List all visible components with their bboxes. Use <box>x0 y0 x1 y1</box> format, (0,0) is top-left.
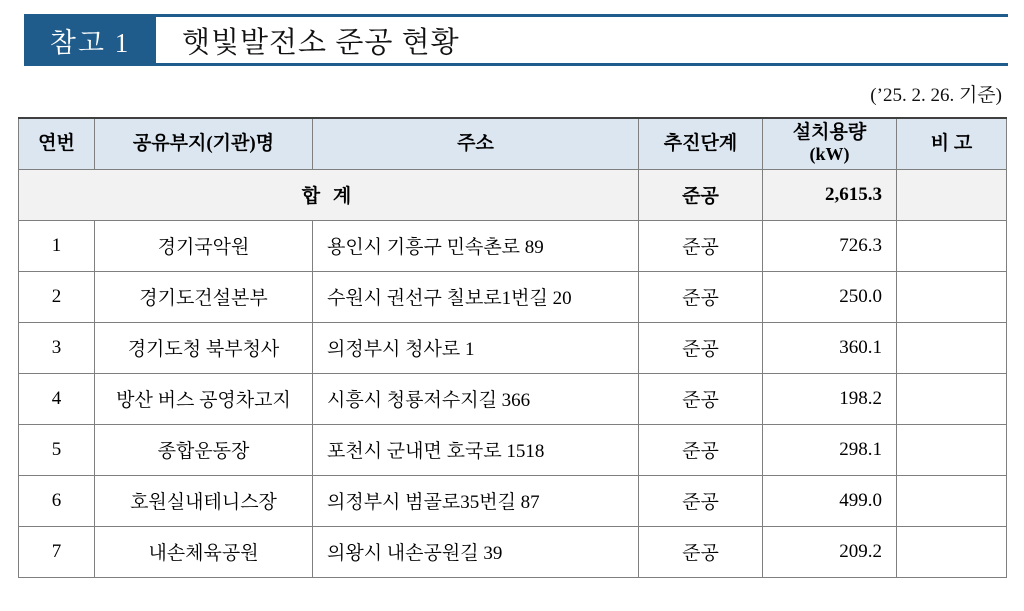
cell-no: 3 <box>19 322 95 373</box>
cell-note <box>897 526 1007 577</box>
table-header <box>19 118 1007 169</box>
table-container <box>18 117 1006 578</box>
cell-address: 포천시 군내면 호국로 1518 <box>313 424 639 475</box>
table-row <box>19 322 1007 373</box>
cell-address: 의정부시 범골로35번길 87 <box>313 475 639 526</box>
reference-badge: 참고 1 <box>24 14 156 66</box>
column-header-no: 연번 <box>19 118 95 169</box>
cell-stage: 준공 <box>639 322 763 373</box>
cell-note <box>897 220 1007 271</box>
cell-place: 경기도건설본부 <box>95 271 313 322</box>
capacity-label: 설치용량 <box>792 122 867 144</box>
column-header-place: 공유부지(기관)명 <box>95 118 313 169</box>
total-label: 합 계 <box>19 169 639 220</box>
cell-capacity: 250.0 <box>763 271 897 322</box>
cell-capacity: 726.3 <box>763 220 897 271</box>
date-note: (’25. 2. 26. 기준) <box>870 85 1002 106</box>
page-title: 햇빛발전소 준공 현황 <box>156 14 1008 66</box>
table-row <box>19 373 1007 424</box>
column-header-address: 주소 <box>313 118 639 169</box>
cell-place: 방산 버스 공영차고지 <box>95 373 313 424</box>
table-row <box>19 475 1007 526</box>
column-header-capacity <box>763 118 897 169</box>
cell-capacity: 298.1 <box>763 424 897 475</box>
cell-capacity: 209.2 <box>763 526 897 577</box>
cell-capacity: 198.2 <box>763 373 897 424</box>
table-row <box>19 271 1007 322</box>
cell-note <box>897 475 1007 526</box>
cell-note <box>897 322 1007 373</box>
cell-note <box>897 271 1007 322</box>
solar-plant-table <box>18 117 1007 578</box>
cell-capacity: 499.0 <box>763 475 897 526</box>
table-row <box>19 220 1007 271</box>
total-capacity: 2,615.3 <box>763 169 897 220</box>
cell-address: 용인시 기흥구 민속촌로 89 <box>313 220 639 271</box>
cell-place: 호원실내테니스장 <box>95 475 313 526</box>
table-row <box>19 526 1007 577</box>
capacity-unit: (kW) <box>809 144 850 165</box>
table-row <box>19 424 1007 475</box>
cell-note <box>897 424 1007 475</box>
cell-place: 경기국악원 <box>95 220 313 271</box>
cell-stage: 준공 <box>639 271 763 322</box>
cell-no: 4 <box>19 373 95 424</box>
cell-place: 경기도청 북부청사 <box>95 322 313 373</box>
cell-address: 수원시 권선구 칠보로1번길 20 <box>313 271 639 322</box>
column-header-stage: 추진단계 <box>639 118 763 169</box>
cell-stage: 준공 <box>639 424 763 475</box>
cell-stage: 준공 <box>639 526 763 577</box>
cell-no: 1 <box>19 220 95 271</box>
cell-no: 2 <box>19 271 95 322</box>
document-header <box>24 14 1008 66</box>
cell-address: 시흥시 청룡저수지길 366 <box>313 373 639 424</box>
table-body <box>19 169 1007 577</box>
cell-no: 5 <box>19 424 95 475</box>
cell-capacity: 360.1 <box>763 322 897 373</box>
cell-place: 종합운동장 <box>95 424 313 475</box>
total-note <box>897 169 1007 220</box>
column-header-note: 비 고 <box>897 118 1007 169</box>
cell-stage: 준공 <box>639 373 763 424</box>
cell-no: 7 <box>19 526 95 577</box>
cell-place: 내손체육공원 <box>95 526 313 577</box>
cell-address: 의정부시 청사로 1 <box>313 322 639 373</box>
cell-address: 의왕시 내손공원길 39 <box>313 526 639 577</box>
table-header-row <box>19 118 1007 169</box>
cell-no: 6 <box>19 475 95 526</box>
cell-note <box>897 373 1007 424</box>
table-row-total <box>19 169 1007 220</box>
cell-stage: 준공 <box>639 475 763 526</box>
total-stage: 준공 <box>639 169 763 220</box>
cell-stage: 준공 <box>639 220 763 271</box>
